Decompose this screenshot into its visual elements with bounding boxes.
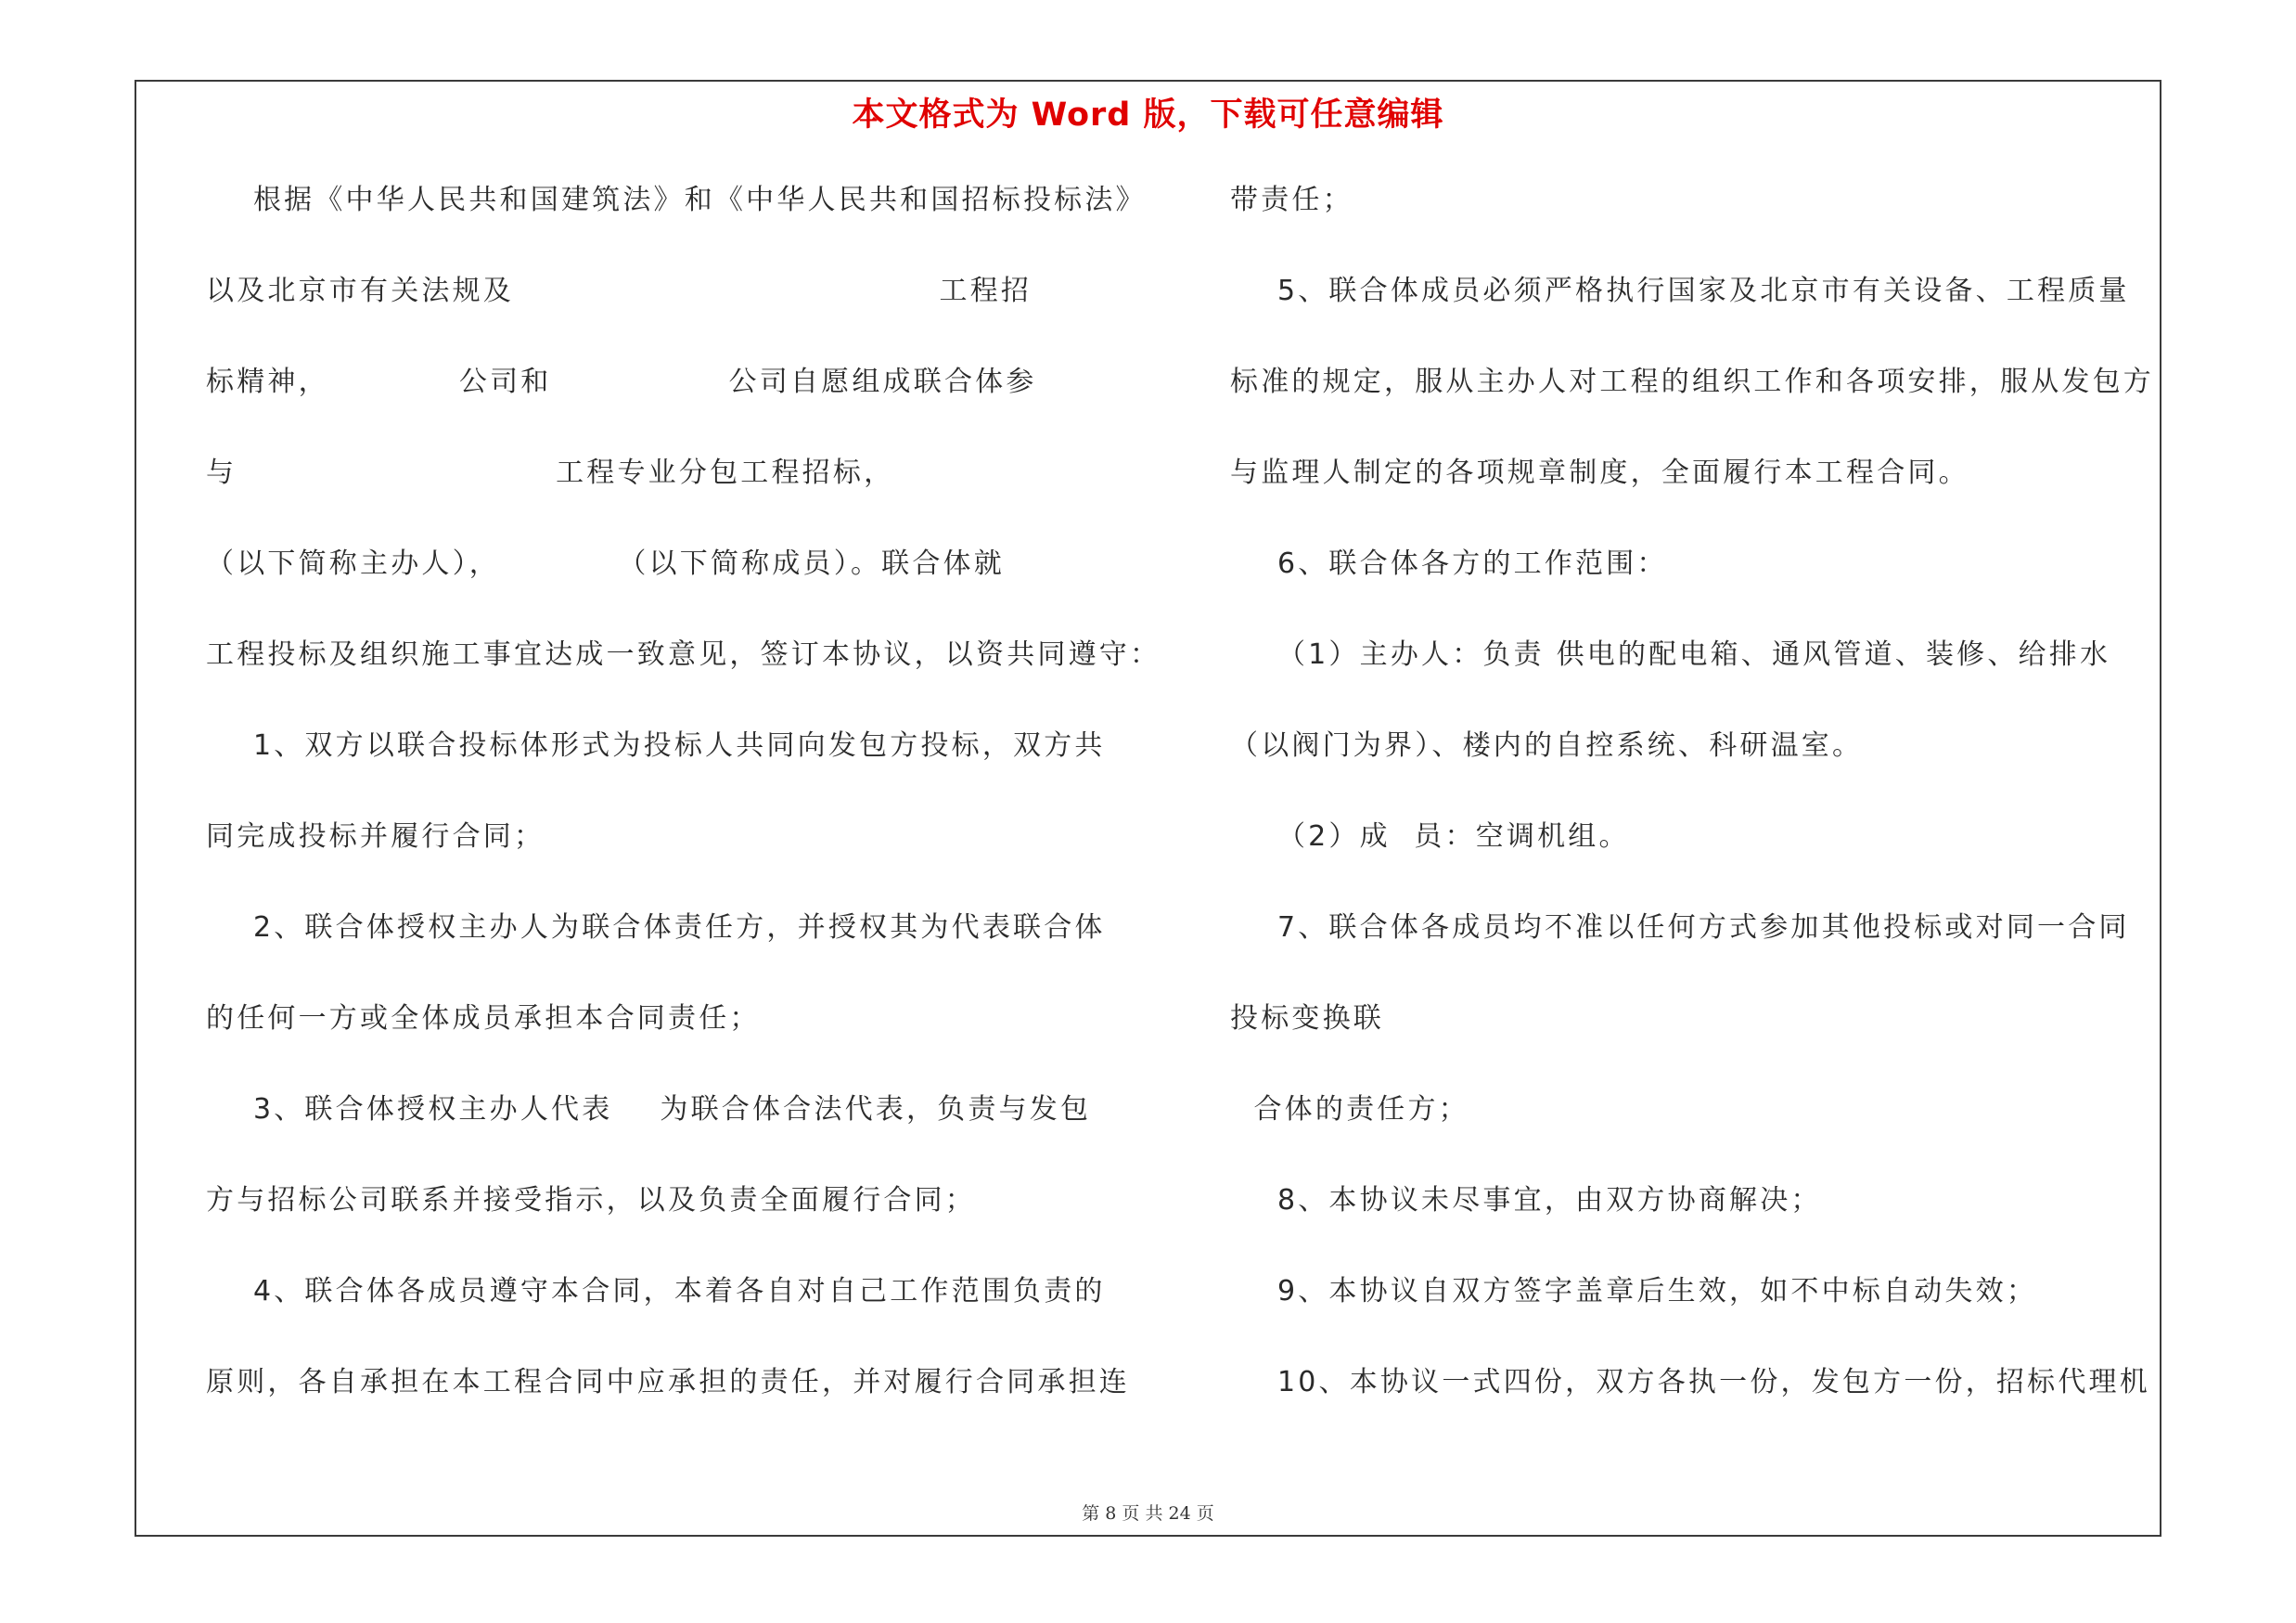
text-line: 根据《中华人民共和国建筑法》和《中华人民共和国招标投标法》 — [206, 184, 1147, 216]
text-line: 的任何一方或全体成员承担本合同责任； — [206, 1002, 761, 1035]
text-line: 合体的责任方； — [1230, 1093, 1469, 1126]
text-line: 带责任； — [1230, 184, 1353, 216]
text-line: 标准的规定，服从主办人对工程的组织工作和各项安排，服从发包方 — [1230, 366, 2154, 398]
text-line: 2、联合体授权主办人为联合体责任方，并授权其为代表联合体 — [206, 911, 1106, 944]
text-line: （以下简称主办人）， （以下简称成员）。联合体就 — [206, 547, 1005, 580]
text-line: 6、联合体各方的工作范围： — [1230, 547, 1668, 580]
text-line: 原则，各自承担在本工程合同中应承担的责任，并对履行合同承担连 — [206, 1366, 1130, 1398]
text-line: 8、本协议未尽事宜，由双方协商解决； — [1230, 1184, 1822, 1217]
text-line: 10、本协议一式四份，双方各执一份，发包方一份，招标代理机 — [1230, 1366, 2150, 1398]
text-line: 标精神， 公司和 公司自愿组成联合体参 — [206, 366, 1037, 398]
text-line: 与 工程专业分包工程招标， — [206, 457, 895, 489]
text-line: 7、联合体各成员均不准以任何方式参加其他投标或对同一合同 — [1230, 911, 2130, 944]
text-line: 9、本协议自双方签字盖章后生效，如不中标自动失效； — [1230, 1275, 2038, 1307]
text-line: 工程投标及组织施工事宜达成一致意见，签订本协议，以资共同遵守： — [206, 638, 1161, 671]
text-line: （2）成 员：空调机组。 — [1230, 820, 1630, 853]
text-line: （以阀门为界）、楼内的自控系统、科研温室。 — [1230, 729, 1864, 762]
text-line: 以及北京市有关法规及 工程招 — [206, 275, 1033, 307]
format-notice-banner: 本文格式为 Word 版，下载可任意编辑 — [852, 97, 1444, 134]
text-line: 3、联合体授权主办人代表 为联合体合法代表，负责与发包 — [206, 1093, 1092, 1126]
page-number: 第 8 页 共 24 页 — [1082, 1503, 1214, 1524]
text-line: 投标变换联 — [1230, 1002, 1384, 1035]
text-line: 与监理人制定的各项规章制度，全面履行本工程合同。 — [1230, 457, 1969, 489]
text-line: 方与招标公司联系并接受指示，以及负责全面履行合同； — [206, 1184, 976, 1217]
text-line: 5、联合体成员必须严格执行国家及北京市有关设备、工程质量 — [1230, 275, 2130, 307]
text-line: （1）主办人：负责 供电的配电箱、通风管道、装修、给排水 — [1230, 638, 2111, 671]
text-line: 4、联合体各成员遵守本合同，本着各自对自己工作范围负责的 — [206, 1275, 1106, 1307]
text-line: 1、双方以联合投标体形式为投标人共同向发包方投标，双方共 — [206, 729, 1106, 762]
text-line: 同完成投标并履行合同； — [206, 820, 545, 853]
